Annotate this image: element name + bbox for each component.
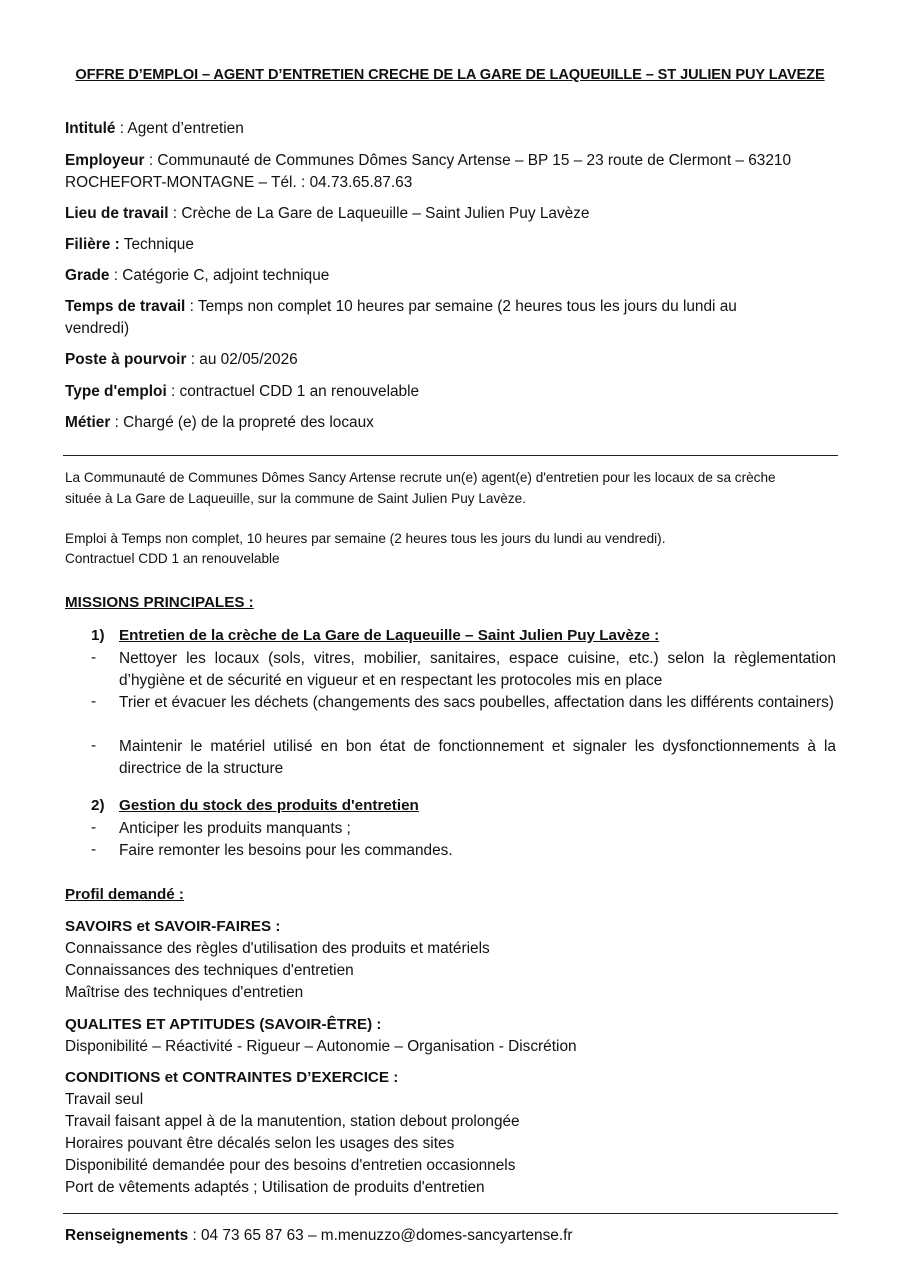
mission-title: Entretien de la crèche de La Gare de Laqueuille – Saint Julien Puy Lavèze :	[119, 627, 660, 644]
condition-line: Travail faisant appel à de la manutention, station debout prolongée	[65, 1113, 520, 1130]
employeur-label: Employeur	[65, 152, 145, 169]
intro-paragraph: La Communauté de Communes Dômes Sancy Artense recrute un(e) agent(e) d'entretien pour les locaux de sa crèche située à La Gare de Laqueuille, sur la commune de Saint Julien Puy Lavèze.	[65, 470, 776, 506]
condition-line: Travail seul	[65, 1091, 144, 1108]
savoir-line: Maîtrise des techniques d'entretien	[65, 984, 304, 1001]
info-poste	[65, 349, 845, 371]
info-intitule	[65, 118, 845, 140]
temps-value: : Temps non complet 10 heures par semaine (2 heures tous les jours du lundi au vendredi)	[65, 298, 737, 337]
list-item: Maintenir le matériel utilisé en bon état de fonctionnement et signaler les dysfonctionnements à la directrice de la structure	[119, 738, 836, 778]
poste-label: Poste à pourvoir	[65, 351, 187, 368]
savoirs-title: SAVOIRS et SAVOIR-FAIRES :	[65, 918, 281, 935]
intro-line: Emploi à Temps non complet, 10 heures par semaine (2 heures tous les jours du lundi au vendredi).	[65, 531, 666, 546]
metier-value: : Chargé (e) de la propreté des locaux	[110, 414, 374, 431]
filiere-value: Technique	[119, 236, 194, 253]
qualites-line: Disponibilité – Réactivité - Rigueur – Autonomie – Organisation - Discrétion	[65, 1038, 577, 1055]
condition-line: Port de vêtements adaptés ; Utilisation de produits d'entretien	[65, 1179, 485, 1196]
savoir-line: Connaissances des techniques d'entretien	[65, 962, 354, 979]
intitule-label: Intitulé	[65, 120, 116, 137]
missions-heading: MISSIONS PRINCIPALES :	[65, 594, 254, 611]
mission-title: Gestion du stock des produits d'entretien	[119, 797, 419, 814]
bullet-dash: -	[91, 819, 97, 836]
divider	[63, 455, 838, 456]
list-item: Faire remonter les besoins pour les commandes.	[119, 842, 453, 859]
type-value: : contractuel CDD 1 an renouvelable	[166, 383, 420, 400]
info-employeur	[65, 150, 840, 194]
profil-heading: Profil demandé :	[65, 886, 184, 903]
bullet-dash: -	[91, 841, 97, 858]
mission-number: 1)	[91, 627, 105, 644]
contact-line	[65, 1227, 573, 1245]
bullet-dash: -	[91, 737, 97, 754]
bullet-dash: -	[91, 693, 97, 710]
intitule-value: : Agent d’entretien	[115, 120, 244, 137]
info-filiere	[65, 234, 845, 256]
page-title: OFFRE D’EMPLOI – AGENT D’ENTRETIEN CRECHE DE LA GARE DE LAQUEUILLE – ST JULIEN PUY LAVEZE	[75, 67, 825, 83]
condition-line: Disponibilité demandée pour des besoins d'entretien occasionnels	[65, 1157, 516, 1174]
mission-number: 2)	[91, 797, 105, 814]
info-grade	[65, 265, 845, 287]
filiere-label: Filière :	[65, 236, 120, 253]
qualites-title: QUALITES ET APTITUDES (SAVOIR-ÊTRE) :	[65, 1016, 382, 1033]
lieu-value: : Crèche de La Gare de Laqueuille – Saint Julien Puy Lavèze	[168, 205, 590, 222]
lieu-label: Lieu de travail	[65, 205, 169, 222]
list-item: Nettoyer les locaux (sols, vitres, mobilier, sanitaires, espace cuisine, etc.) selon la règlementation d’hygiène et de sécurité en vigueur et en respectant les protocoles mis en place	[119, 650, 836, 690]
condition-line: Horaires pouvant être décalés selon les usages des sites	[65, 1135, 455, 1152]
list-item: Trier et évacuer les déchets (changements des sacs poubelles, affectation dans les différents containers)	[119, 694, 834, 711]
savoir-line: Connaissance des règles d'utilisation des produits et matériels	[65, 940, 490, 957]
info-type	[65, 381, 845, 403]
type-label: Type d'emploi	[65, 383, 167, 400]
employeur-value: : Communauté de Communes Dômes Sancy Artense – BP 15 – 23 route de Clermont – 63210 ROCHEFORT-MONTAGNE – Tél. : 04.73.65.87.63	[65, 152, 792, 191]
temps-label: Temps de travail	[65, 298, 186, 315]
intro-line: Contractuel CDD 1 an renouvelable	[65, 551, 280, 566]
info-lieu	[65, 203, 845, 225]
contact-label: Renseignements	[65, 1227, 189, 1244]
poste-value: : au 02/05/2026	[186, 351, 298, 368]
divider	[63, 1213, 838, 1214]
list-item: Anticiper les produits manquants ;	[119, 820, 351, 837]
grade-label: Grade	[65, 267, 110, 284]
contact-value: : 04 73 65 87 63 – m.menuzzo@domes-sancyartense.fr	[188, 1227, 573, 1244]
conditions-title: CONDITIONS et CONTRAINTES D’EXERCICE :	[65, 1069, 399, 1086]
info-metier	[65, 412, 845, 434]
info-temps	[65, 296, 805, 340]
bullet-dash: -	[91, 649, 97, 666]
grade-value: : Catégorie C, adjoint technique	[109, 267, 330, 284]
metier-label: Métier	[65, 414, 111, 431]
